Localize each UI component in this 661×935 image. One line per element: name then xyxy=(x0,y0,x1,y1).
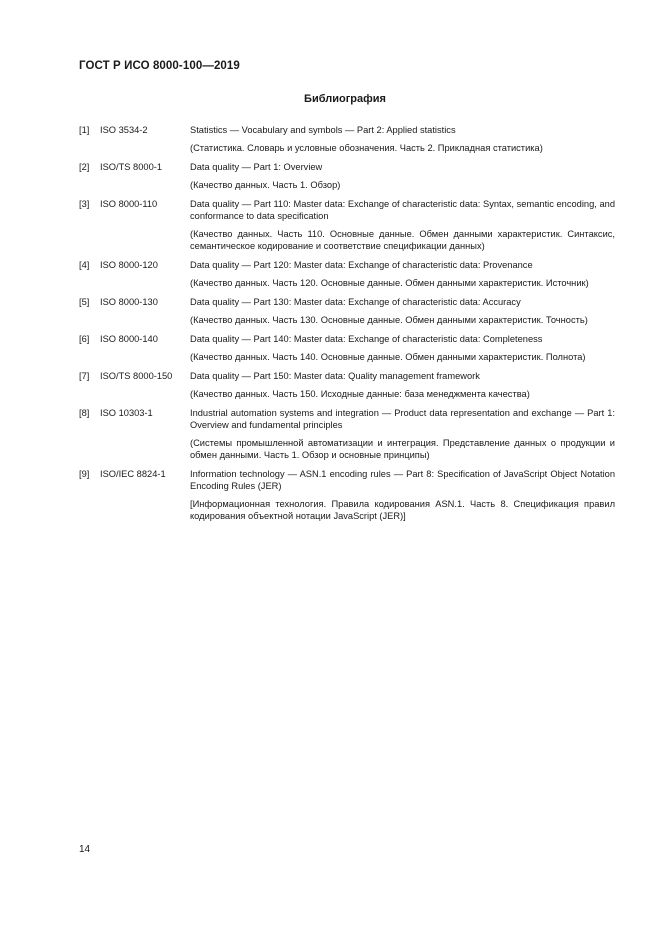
entry-number: [7] xyxy=(79,371,90,381)
entry-title-russian: (Качество данных. Часть 140. Основные данные. Обмен данными характеристик. Полнота) xyxy=(190,352,586,362)
entry-standard-code: ISO 8000-140 xyxy=(100,334,158,344)
entry-title-english: Data quality — Part 120: Master data: Exchange of characteristic data: Provenance xyxy=(190,260,533,270)
entry-title-english: Data quality — Part 150: Master data: Quality management framework xyxy=(190,371,480,381)
entry-standard-code: ISO 8000-120 xyxy=(100,260,158,270)
entry-number: [6] xyxy=(79,334,90,344)
entry-title-russian: (Качество данных. Часть 150. Исходные данные: база менеджмента качества) xyxy=(190,389,530,399)
entry-title-russian: (Качество данных. Часть 110. Основные данные. Обмен данными характеристик. Синтаксис, семантическое кодирование и соответствие спецификации данных) xyxy=(190,229,615,251)
entry-standard-code: ISO 8000-130 xyxy=(100,297,158,307)
entry-title-russian: (Качество данных. Часть 130. Основные данные. Обмен данными характеристик. Точность) xyxy=(190,315,588,325)
document-code-header: ГОСТ Р ИСО 8000-100—2019 xyxy=(79,60,240,72)
entry-title-english: Data quality — Part 1: Overview xyxy=(190,162,323,172)
entry-standard-code: ISO/IEC 8824-1 xyxy=(100,469,166,479)
entry-title-english: Information technology — ASN.1 encoding rules — Part 8: Specification of JavaScript Object Notation Encoding Rules (JER) xyxy=(190,469,615,491)
bibliography-entry xyxy=(79,124,615,154)
entry-title-russian: [Информационная технология. Правила кодирования ASN.1. Часть 8. Спецификация правил кодирования объектной нотации JavaScript (JER)] xyxy=(190,499,615,521)
bibliography-entry xyxy=(79,333,615,363)
entry-title-russian: (Качество данных. Часть 1. Обзор) xyxy=(190,180,341,190)
entry-number: [9] xyxy=(79,469,90,479)
entry-title-english: Data quality — Part 110: Master data: Exchange of characteristic data: Syntax, semantic encoding, and conformance to data specification xyxy=(190,199,615,221)
entry-title-russian: (Качество данных. Часть 120. Основные данные. Обмен данными характеристик. Источник) xyxy=(190,278,589,288)
entry-number: [8] xyxy=(79,408,90,418)
bibliography-entry xyxy=(79,407,615,461)
page-number: 14 xyxy=(79,844,91,855)
entry-number: [4] xyxy=(79,260,90,270)
entry-standard-code: ISO/TS 8000-150 xyxy=(100,371,173,381)
bibliography-entry xyxy=(79,259,615,289)
entry-standard-code: ISO 10303-1 xyxy=(100,408,153,418)
bibliography-entry xyxy=(79,198,615,252)
bibliography-entry xyxy=(79,296,615,326)
entry-title-english: Statistics — Vocabulary and symbols — Part 2: Applied statistics xyxy=(190,125,456,135)
entry-number: [2] xyxy=(79,162,90,172)
bibliography-title: Библиография xyxy=(304,93,386,105)
entry-standard-code: ISO 8000-110 xyxy=(100,199,158,209)
entry-title-english: Industrial automation systems and integration — Product data representation and exchange — Part 1: Overview and fundamental principles xyxy=(190,408,615,430)
entry-title-english: Data quality — Part 130: Master data: Exchange of characteristic data: Accuracy xyxy=(190,297,521,307)
entry-title-english: Data quality — Part 140: Master data: Exchange of characteristic data: Completeness xyxy=(190,334,543,344)
entry-standard-code: ISO/TS 8000-1 xyxy=(100,162,163,172)
entry-number: [1] xyxy=(79,125,90,135)
entry-title-russian: (Статистика. Словарь и условные обозначения. Часть 2. Прикладная статистика) xyxy=(190,143,543,153)
bibliography-list xyxy=(79,124,615,529)
bibliography-entry xyxy=(79,468,615,522)
bibliography-entry xyxy=(79,161,615,191)
entry-standard-code: ISO 3534-2 xyxy=(100,125,148,135)
entry-number: [5] xyxy=(79,297,90,307)
entry-number: [3] xyxy=(79,199,90,209)
entry-title-russian: (Системы промышленной автоматизации и интеграция. Представление данных о продукции и обмен данными. Часть 1. Обзор и основные принципы) xyxy=(190,438,615,460)
bibliography-entry xyxy=(79,370,615,400)
